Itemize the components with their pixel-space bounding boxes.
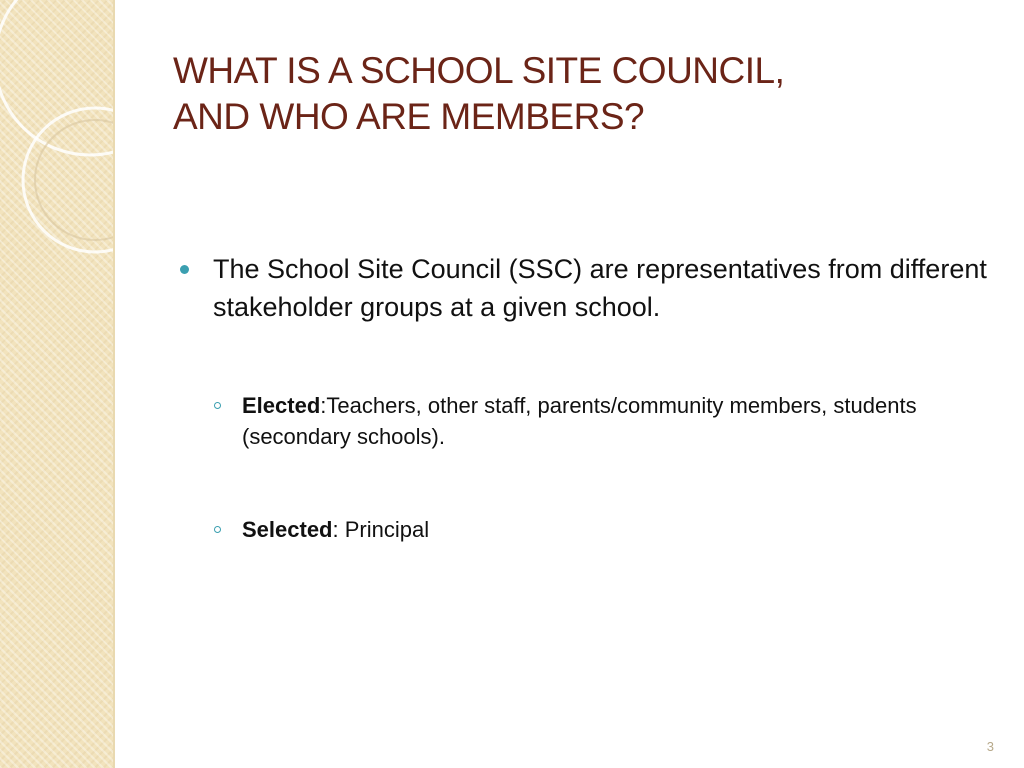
sub-bullet-label: Selected xyxy=(242,517,333,542)
sub-bullet-text xyxy=(242,514,972,545)
sub-bullet-ring-icon xyxy=(214,526,221,533)
slide-number: 3 xyxy=(986,739,994,754)
sub-bullet-text xyxy=(242,390,972,452)
sub-bullet-label: Elected xyxy=(242,393,321,418)
sub-bullet-ring-icon xyxy=(214,402,221,409)
slide-title-line-2: AND WHO ARE MEMBERS? xyxy=(173,96,645,137)
bullet-dot-icon xyxy=(180,265,189,274)
sub-bullet-description: : Principal xyxy=(332,517,430,542)
side-band-edge xyxy=(113,0,115,768)
slide-title-line-1: WHAT IS A SCHOOL SITE COUNCIL, xyxy=(173,50,785,91)
slide-title xyxy=(173,48,953,140)
decorative-side-band xyxy=(0,0,113,768)
main-bullet-text: The School Site Council (SSC) are representatives from different stakeholder groups at a given school. xyxy=(213,254,987,322)
sub-bullet-description: :Teachers, other staff, parents/community members, students (secondary schools). xyxy=(242,393,917,449)
decorative-circles xyxy=(0,0,113,768)
